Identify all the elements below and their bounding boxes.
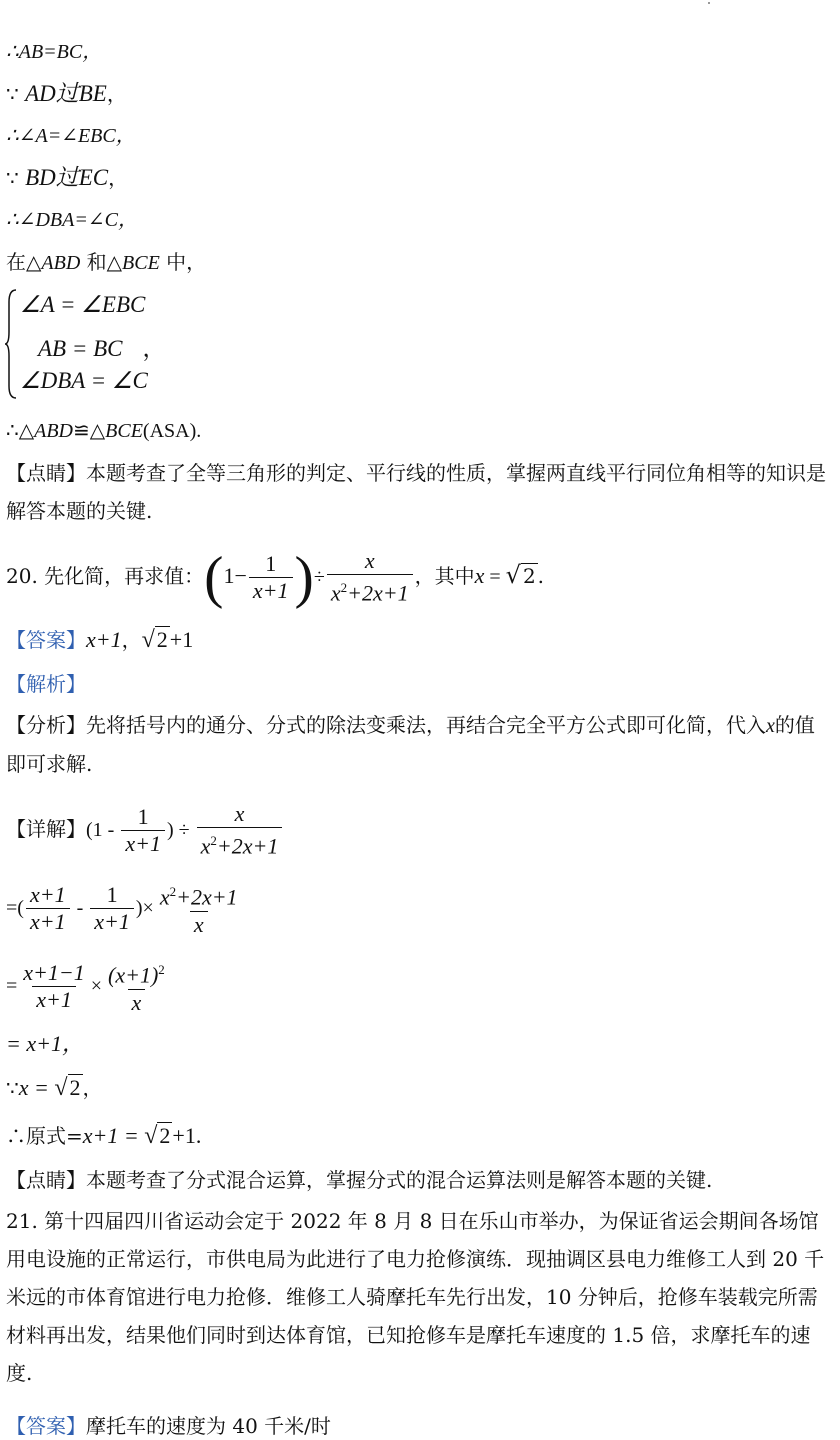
sqrt: √ 2 [505, 561, 536, 589]
fraction [121, 804, 165, 857]
fraction [156, 879, 242, 937]
proof-line-3: ∴∠A=∠EBC， [6, 125, 136, 147]
q20-comment: 【点睛】本题考查了分式混合运算，掌握分式的混合运算法则是解答本题的关键. [6, 1168, 713, 1192]
fraction [26, 882, 70, 935]
congruent-symbol: ≌△ [73, 418, 106, 442]
numerator: x [364, 548, 375, 574]
var-x: x [766, 715, 775, 737]
radicand: 2 [159, 1123, 171, 1148]
numerator: x+1 [29, 882, 66, 907]
fraction [249, 551, 293, 604]
exponent: 2 [340, 580, 348, 596]
detail-step-4: = x+1， [6, 1031, 84, 1056]
comma: ， [82, 1076, 103, 1100]
var-x-eq: x = [18, 1075, 55, 1100]
q19-comment: 【点睛】本题考查了全等三角形的判定、平行线的性质，掌握两直线平行同位角相等的知识是解答本题的关键. [6, 461, 826, 523]
text-segment: ，其中 [414, 564, 475, 588]
denominator [197, 827, 283, 859]
radicand: 2 [156, 627, 168, 652]
equals: = [6, 975, 18, 997]
text-segment: (1 - [86, 819, 120, 841]
var-x: x [474, 563, 485, 588]
detail-step-6 [6, 1122, 201, 1150]
proof-line-6 [6, 248, 206, 277]
num-x: x [159, 884, 170, 910]
system-eq-2 [38, 330, 166, 363]
proof-line-1: ∴AB=BC， [6, 41, 103, 63]
fraction [104, 957, 169, 1015]
den-x: x [330, 580, 341, 606]
proof-line-5: ∴∠DBA=∠C， [6, 209, 138, 231]
detail-step-2 [6, 878, 244, 938]
numerator [104, 957, 169, 988]
denominator: x+1 [32, 986, 76, 1013]
answer-label: 【答案】 [6, 628, 86, 652]
parallel-statement: BD过EC [25, 165, 109, 190]
exponent: 2 [158, 962, 165, 978]
comma: ， [106, 82, 127, 106]
numerator [156, 879, 242, 910]
denominator [327, 574, 413, 606]
denominator: x [128, 989, 146, 1016]
text-segment: ) ÷ [166, 819, 195, 841]
comma: ， [121, 628, 142, 652]
comma: ， [142, 336, 166, 361]
equals: = [484, 566, 506, 588]
proof-line-4 [6, 164, 128, 192]
text-segment: (ASA). [142, 420, 202, 442]
analysis-text: 【分析】先将括号内的通分、分式的除法变乘法，再结合完全平方公式即可化简，代入 [6, 713, 766, 737]
therefore-label: ∴原式= [6, 1124, 83, 1148]
denominator: x+1 [121, 830, 165, 857]
one-minus: 1− [223, 563, 247, 588]
system-brace [4, 288, 18, 400]
fraction [197, 801, 283, 859]
denominator: x+1 [249, 577, 293, 604]
fraction [327, 548, 413, 606]
answer-rest: +1 [169, 627, 194, 652]
numerator: 1 [106, 882, 118, 907]
text-segment: ∴△ [6, 418, 35, 442]
text-segment: =( [6, 897, 24, 919]
eq-text: AB = BC [38, 336, 123, 361]
answer-text: 摩托车的速度为 40 千米/时 [86, 1414, 331, 1438]
radicand: 2 [69, 1075, 81, 1100]
triangle-bce: BCE [122, 252, 160, 274]
proof-line-2 [6, 80, 127, 108]
minus-sign: - [71, 897, 89, 919]
paren-close: ) [294, 544, 314, 610]
q20-answer [6, 626, 193, 654]
den-rest: +2x+1 [347, 580, 409, 606]
analysis-label: 【解析】 [6, 672, 86, 696]
text-segment: 中， [159, 250, 207, 274]
numerator: 1 [137, 804, 149, 829]
fraction [19, 960, 88, 1013]
answer-label: 【答案】 [6, 1414, 86, 1438]
radicand: 2 [522, 564, 536, 588]
sqrt: √2 [144, 1123, 171, 1149]
scan-dot [708, 2, 710, 4]
den-x: x [200, 833, 211, 859]
analysis-text: 的值即可求解. [6, 713, 815, 776]
because-symbol: ∵ [6, 1076, 19, 1100]
denominator: x+1 [26, 908, 70, 935]
answer-expr: x+1 [86, 627, 122, 652]
q20-analysis [6, 706, 834, 783]
comma: ， [108, 166, 129, 190]
num-base: (x+1) [108, 962, 159, 988]
expr-rest: +1. [172, 1123, 202, 1148]
question-prefix: 20. 先化简，再求值： [6, 564, 205, 588]
triangle-abd: ABD [41, 252, 81, 274]
parallel-statement: AD过BE [25, 81, 107, 106]
divide-sign: ÷ [313, 566, 325, 588]
sqrt: √2 [141, 627, 168, 653]
q20-prompt [6, 544, 545, 610]
q21-text: 21. 第十四届四川省运动会定于 2022 年 8 月 8 日在乐山市举办，为保证省运会期间各场馆用电设施的正常运行，市供电局为此进行了电力抢修演练．现抽调区县电力维修工人到 20 千米远的市体育馆进行电力抢修．维修工人骑摩托车先行出发，10 分钟后，抢修车装载完所需材料再出发，结果他们同时到达体育馆，已知抢修车是摩托车速度的 1.5 倍，求摩托车的速度. [6, 1209, 825, 1385]
triangle-bce: BCE [105, 420, 143, 442]
exponent: 2 [169, 884, 177, 900]
paren-open: ( [204, 544, 224, 610]
proof-conclusion [6, 416, 201, 445]
detail-label: 【详解】 [6, 817, 86, 841]
fraction [90, 882, 134, 935]
text-segment: 在△ [6, 250, 42, 274]
numerator: x+1−1 [23, 960, 85, 985]
times-sign: × [90, 975, 103, 997]
den-rest: +2x+1 [216, 833, 279, 859]
detail-step-3 [6, 956, 171, 1016]
triangle-abd: ABD [34, 420, 73, 442]
because-symbol: ∵ [6, 82, 19, 106]
denominator: x+1 [90, 908, 134, 935]
text-segment: )× [135, 897, 154, 919]
exponent: 2 [210, 833, 217, 849]
num-rest: +2x+1 [176, 884, 238, 910]
text-segment: 和△ [80, 250, 123, 274]
sqrt: √2 [54, 1075, 81, 1101]
because-symbol: ∵ [6, 166, 19, 190]
system-eq-1: ∠A = ∠EBC [20, 292, 146, 317]
period: . [537, 564, 545, 588]
denominator: x [190, 911, 208, 938]
numerator: x [234, 801, 245, 827]
numerator: 1 [265, 551, 277, 576]
system-eq-3: ∠DBA = ∠C [20, 368, 148, 393]
detail-step-1 [6, 800, 284, 860]
q21-answer [6, 1412, 331, 1440]
detail-step-5 [6, 1074, 103, 1102]
expr: x+1 = [82, 1123, 145, 1148]
